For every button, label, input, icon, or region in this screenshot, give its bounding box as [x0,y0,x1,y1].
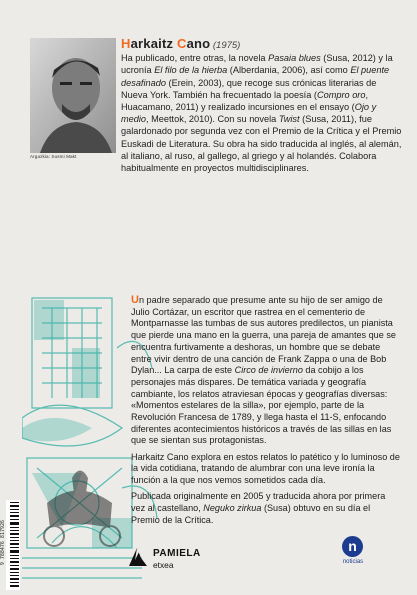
noticias-logo [333,536,373,580]
publisher-mark-icon [127,544,149,568]
synopsis-paragraph-3: Publicada originalmente en 2005 y traducida ahora por primera vez al castellano, Neguko zirkua (Susa) obtuvo en su día el Premio de la Crítica. [131,491,386,525]
noticias-mark-icon: n [342,536,363,557]
publisher-logo [127,544,237,574]
author-bio [121,38,404,174]
noticias-label: noticias [342,559,364,565]
author-name: Harkaitz Cano [121,36,211,51]
isbn-digits: 9 788476 817926 [0,520,6,566]
synopsis-paragraph-1: Un padre separado que presume ante su hijo de ser amigo de Julio Cortázar, un escritor que rastrea en el cementerio de Montparnasse las tumbas de sus autores predilectos, un pianista que pierde una mano en la guerra, una pareja de amantes que se encuentra furtivamente a deshoras, un hombre que se debate entre vivir dentro de una canción de Frank Zappa o una de Bob Dylan... La carpa de este Circo de invierno da cobijo a los personajes más dispares. De temática variada y geografía cambiante, los relatos atraviesan épocas y geografías diversas: «Momentos estelares de la silla», por ejemplo, parte de la Revolución Francesa de 1789, y llega hasta el 11-S, enfocando diferentes acontecimientos históricos a través de las sillas en las que se sientan sus protagonistas. [131,294,396,446]
author-portrait [30,38,116,153]
portrait-image [30,38,116,153]
synopsis-paragraph-2: Harkaitz Cano explora en estos relatos lo patético y lo luminoso de la vida cotidiana, tratando de alumbrar con una leve ironía la función a la que nos vemos sometidos cada día. [131,451,400,486]
publisher-sub: etxea [153,560,174,570]
author-years: (1975) [212,40,241,51]
author-heading [121,38,404,52]
bio-text: Ha publicado, entre otras, la novela Pasaia blues (Susa, 2012) y la ucronía El filo de la hierba (Alberdania, 2006), así como El puente desafinado (Erein, 2003), que recoge sus crónicas literarias de Nueva York. También ha frecuentado la poesía (Compro oro, Huacamano, 2011) y realizado incursiones en el ensayo (Ojo y medio, Meettok, 2010). Con su novela Twist (Susa, 2011), fue galardonado por segunda vez con el Premio de la Crítica y el Premio Euskadi de Literatura. Su obra ha sido traducida al inglés, al alemán, al italiano, al ruso, al gallego, al griego y al holandés. Colabora habitualmente en proyectos multidisciplinares. [121,53,402,174]
book-synopsis [131,295,401,531]
photo-credit: Argazkia: Susmi Makt [30,154,77,159]
publisher-name: PAMIELA [153,548,201,559]
isbn-barcode [6,500,20,590]
